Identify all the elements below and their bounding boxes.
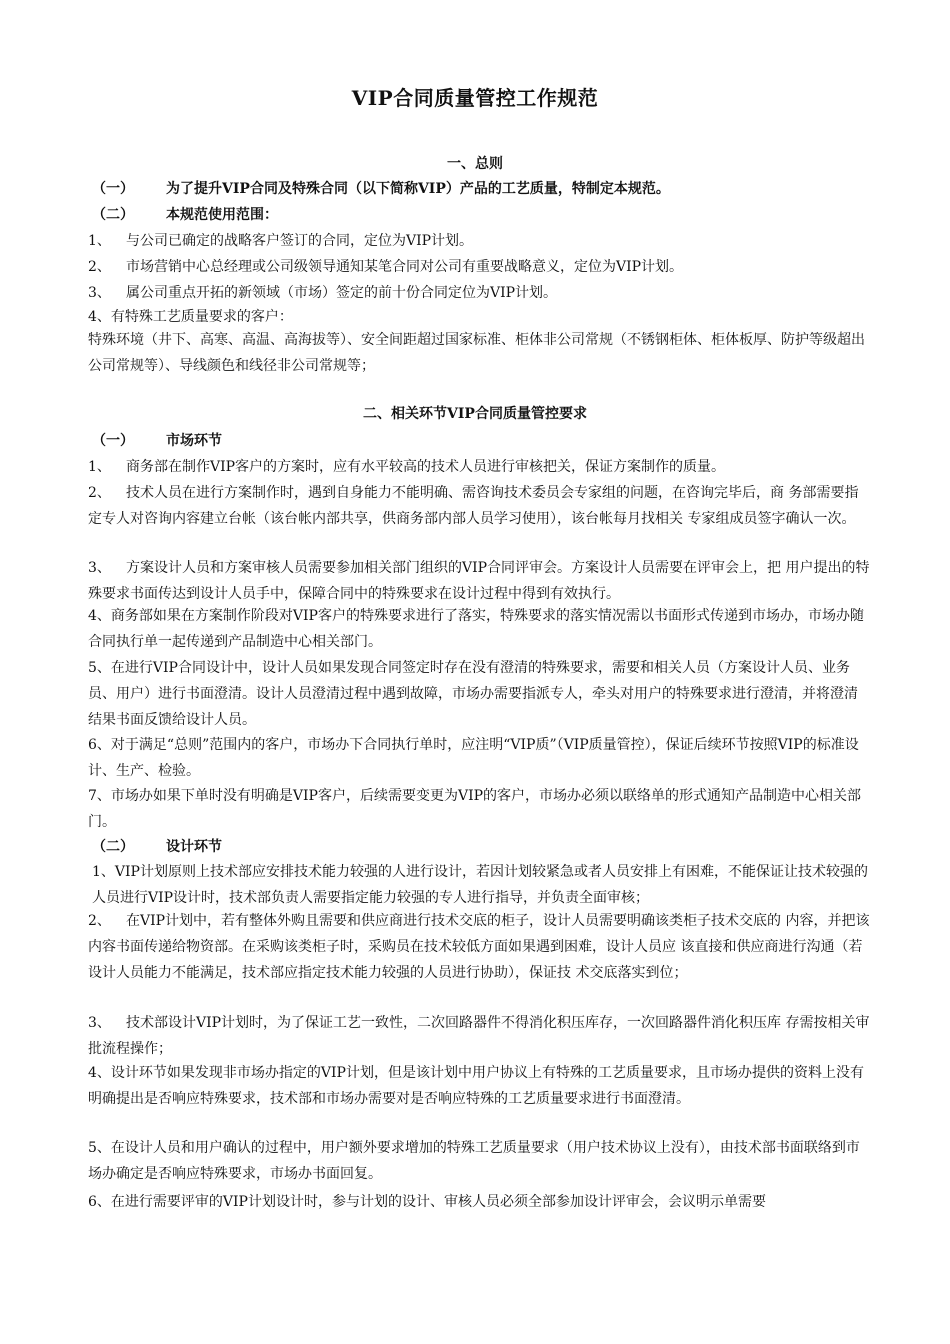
market-item-5: 5、在进行VIP合同设计中，设计人员如果发现合同签定时存在没有澄清的特殊要求，需要和相关人员（方案设计人员、业务员、用户）进行书面澄清。设计人员澄清过程中遇到故障，市场办需要指派专人，牵头对用户的特殊要求进行澄清，并将澄清结果书面反馈给设计人员。 <box>88 660 858 728</box>
market-item-2 <box>88 480 870 532</box>
scope-item-2 <box>88 254 870 280</box>
item-marker: 1、 <box>88 459 111 475</box>
section-heading-general: 一、总则 <box>447 156 503 172</box>
item-marker: 3、 <box>88 1015 111 1031</box>
market-item-4: 4、商务部如果在方案制作阶段对VIP客户的特殊要求进行了落实，特殊要求的落实情况需以书面形式传递到市场办，市场办随合同执行单一起传递到产品制造中心相关部门。 <box>88 608 864 650</box>
market-section-heading <box>92 428 874 454</box>
scope-item-4-detail: 特殊环境（井下、高寒、高温、高海拔等）、安全间距超过国家标准、柜体非公司常规（不锈钢柜体、柜体板厚、防护等级超出公司常规等）、导线颜色和线径非公司常规等； <box>88 332 865 374</box>
clause-text: 为了提升VIP合同及特殊合同（以下简称VIP）产品的工艺质量，特制定本规范。 <box>166 181 670 197</box>
item-text: 在VIP计划中，若有整体外购且需要和供应商进行技术交底的柜子，设计人员需要明确该类柜子技术交底的 内容，并把该内容书面传递给物资部。在采购该类柜子时，采购员在技术较低方面如果遇到困难，设计人员应 该直接和供应商进行沟通（若设计人员能力不能满足，技术部应指定技术能力较强的人员进行协助），保证技 术交底落实到位； <box>88 913 870 981</box>
general-clause-1 <box>92 176 874 202</box>
section-heading-requirements: 二、相关环节VIP合同质量管控要求 <box>363 406 587 422</box>
clause-text: 本规范使用范围： <box>166 207 278 223</box>
scope-item-4: 4、有特殊工艺质量要求的客户： <box>88 309 293 325</box>
clause-marker: （一） <box>92 181 134 197</box>
item-text: 属公司重点开拓的新领域（市场）签定的前十份合同定位为VIP计划。 <box>126 285 558 301</box>
item-text: 技术人员在进行方案制作时，遇到自身能力不能明确、需咨询技术委员会专家组的问题，在咨询完毕后，商 务部需要指定专人对咨询内容建立台帐（该台帐内部共享，供商务部内部人员学习使用），该台帐每月找相关 专家组成员签字确认一次。 <box>88 485 859 527</box>
general-clause-2 <box>92 202 874 228</box>
clause-marker: （二） <box>92 839 134 855</box>
item-marker: 2、 <box>88 913 111 929</box>
market-item-7: 7、市场办如果下单时没有明确是VIP客户，后续需要变更为VIP的客户，市场办必须以联络单的形式通知产品制造中心相关部门。 <box>88 788 862 830</box>
clause-text: 设计环节 <box>166 839 222 855</box>
clause-text: 市场环节 <box>166 433 222 449</box>
item-marker: 3、 <box>88 285 111 301</box>
item-text: 方案设计人员和方案审核人员需要参加相关部门组织的VIP合同评审会。方案设计人员需要在评审会上，把 用户提出的特殊要求书面传达到设计人员手中，保障合同中的特殊要求在设计过程中得到有效执行。 <box>88 560 870 602</box>
market-item-3 <box>88 555 870 607</box>
design-item-3 <box>88 1010 870 1062</box>
clause-marker: （二） <box>92 207 134 223</box>
item-marker: 2、 <box>88 485 111 501</box>
design-item-2 <box>88 908 870 986</box>
design-item-5: 5、在设计人员和用户确认的过程中，用户额外要求增加的特殊工艺质量要求（用户技术协议上没有），由技术部书面联络到市场办确定是否响应特殊要求，市场办书面回复。 <box>88 1140 860 1182</box>
clause-marker: （一） <box>92 433 134 449</box>
item-marker: 2、 <box>88 259 111 275</box>
item-text: 市场营销中心总经理或公司级领导通知某笔合同对公司有重要战略意义，定位为VIP计划。 <box>126 259 684 275</box>
item-marker: 3、 <box>88 560 111 576</box>
market-item-6: 6、对于满足“总则”范围内的客户，市场办下合同执行单时，应注明“VIP质”（VIP质量管控），保证后续环节按照VIP的标准设计、生产、检验。 <box>88 737 859 779</box>
item-text: 商务部在制作VIP客户的方案时，应有水平较高的技术人员进行审核把关，保证方案制作的质量。 <box>126 459 726 475</box>
item-marker: 1、 <box>88 233 111 249</box>
design-item-1: 1、VIP计划原则上技术部应安排技术能力较强的人进行设计，若因计划较紧急或者人员安排上有困难，不能保证让技术较强的人员进行VIP设计时，技术部负责人需要指定能力较强的专人进行指导，并负责全面审核； <box>92 864 868 906</box>
market-item-1 <box>88 454 870 480</box>
document-title: VIP合同质量管控工作规范 <box>351 86 599 110</box>
design-section-heading <box>92 834 874 860</box>
scope-item-1 <box>88 228 870 254</box>
scope-item-3 <box>88 280 870 306</box>
design-item-6: 6、在进行需要评审的VIP计划设计时，参与计划的设计、审核人员必须全部参加设计评审会，会议明示单需要 <box>88 1194 766 1210</box>
item-text: 技术部设计VIP计划时，为了保证工艺一致性，二次回路器件不得消化积压库存，一次回路器件消化积压库 存需按相关审批流程操作； <box>88 1015 870 1057</box>
design-item-4: 4、设计环节如果发现非市场办指定的VIP计划，但是该计划中用户协议上有特殊的工艺质量要求，且市场办提供的资料上没有明确提出是否响应特殊要求，技术部和市场办需要对是否响应特殊的工艺质量要求进行书面澄清。 <box>88 1065 864 1107</box>
item-text: 与公司已确定的战略客户签订的合同，定位为VIP计划。 <box>126 233 474 249</box>
